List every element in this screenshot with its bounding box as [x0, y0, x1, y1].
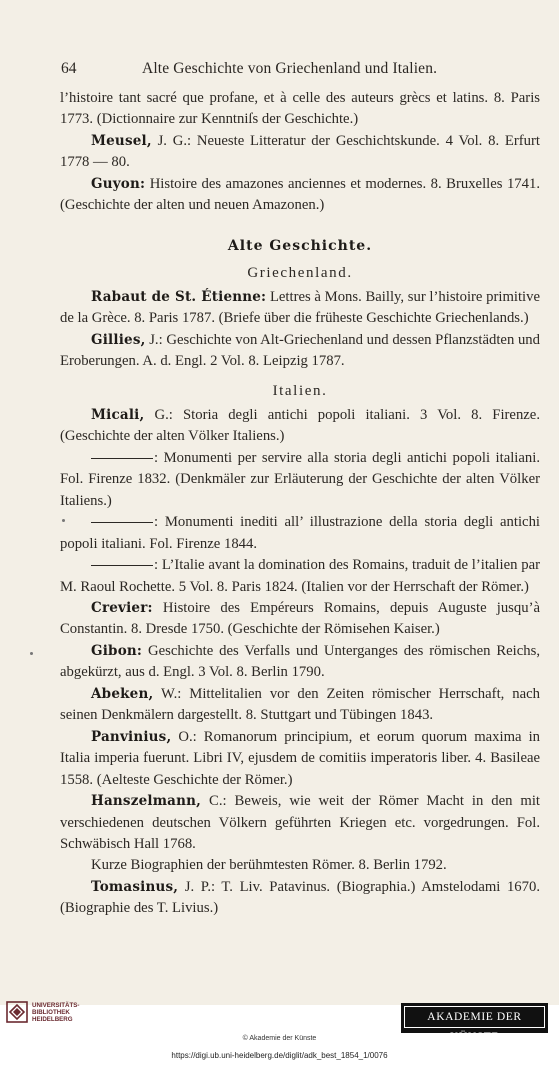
entry-author: Guyon:: [91, 175, 146, 192]
entry-author: Panvinius,: [91, 728, 172, 745]
ditto-dash: [91, 565, 153, 566]
entry-text: : L’Italie avant la domination des Romains, traduit de l’italien par M. Raoul Rochette. 5 Vol. 8. Paris 1824. (Italien vor der Herrschaft der Römer.): [60, 557, 540, 595]
bibliography-entry: [60, 174, 540, 217]
continuation-paragraph: l’histoire tant sacré que profane, et à celle des auteurs grècs et latins. 8. Paris 1773. (Dictionnaire zur Kenntniſs der Geschichte.): [60, 90, 540, 128]
page-body: [60, 88, 540, 920]
bibliography-entry: [60, 512, 540, 555]
entry-text: J. P.: T. Liv. Patavinus. (Biographia.) Amstelodami 1670. (Biographie des T. Livius.): [60, 878, 540, 917]
section-heading: Alte Geschichte.: [227, 237, 373, 254]
ink-speck: [62, 519, 65, 522]
entry-text: O.: Romanorum principium, et eorum quorum maxima in Italia imperia fuerunt. Libri IV, ejusdem de comitiis imperatoris liber. 4. Basileae 1558. (Aelteste Geschichte der Römer.): [60, 728, 540, 788]
ink-speck: [30, 652, 33, 655]
academy-logo[interactable]: [401, 1003, 548, 1043]
copyright-notice: © Akademie der Künste: [242, 1035, 317, 1042]
bibliography-entry: [60, 555, 540, 598]
entry-text: J.: Geschichte von Alt-Griechenland und dessen Pflanzstädten und Eroberungen. A. d. Engl. 2 Vol. 8. Leipzig 1787.: [60, 331, 540, 369]
library-emblem-icon: [6, 1001, 28, 1023]
subsection-heading-greece: Griechenland.: [247, 265, 353, 282]
entry-author: Rabaut de St. Étienne:: [91, 288, 267, 305]
source-url[interactable]: https://digi.ub.uni-heidelberg.de/diglit/adk_best_1854_1/0076: [171, 1051, 388, 1060]
entry-text: Lettres à Mons. Bailly, sur l’histoire primitive de la Grèce. 8. Paris 1787. (Briefe über die früheste Geschichte Griechenlands.): [60, 288, 540, 327]
entry-author: Tomasinus,: [91, 878, 179, 895]
entry-author: Hanszelmann,: [91, 793, 202, 810]
bibliography-entry: [60, 330, 540, 373]
library-logo-line: HEIDELBERG: [32, 1016, 73, 1023]
entry-text: C.: Beweis, wie weit der Römer Macht in den mit verschiedenen deutschen Völkern geführten Kriegen etc. vorgedrungen. Fol. Schwäbisch Hall 1768.: [60, 793, 540, 852]
entry-author: Abeken,: [91, 685, 154, 702]
subsection-heading-italy: Italien.: [272, 383, 328, 400]
running-head: [0, 60, 559, 80]
entry-author: Gibon:: [91, 642, 143, 659]
university-library-logo[interactable]: [6, 995, 116, 1029]
academy-logo-text: AKADEMIE DER KÜNSTE: [404, 1006, 545, 1028]
entry-author: Meusel,: [91, 132, 152, 149]
entry-text: : Monumenti per servire alla storia degli antichi popoli italiani. Fol. Firenze 1832. (Denkmäler zur Erläuterung der Geschichte der alten Völker Italiens.): [60, 449, 540, 509]
entry-author: Gillies,: [91, 331, 146, 348]
bibliography-entry: [60, 598, 540, 641]
indented-entry: Kurze Biographien der berühmtesten Römer. 8. Berlin 1792.: [91, 857, 447, 874]
entry-author: Crevier:: [91, 599, 153, 616]
entry-text: G.: Storia degli antichi popoli italiani. 3 Vol. 8. Firenze. (Geschichte der alten Völker Italiens.): [60, 406, 540, 445]
entry-text: J. G.: Neueste Litteratur der Geschichtskunde. 4 Vol. 8. Erfurt 1778 — 80.: [60, 132, 540, 171]
entry-text: Histoire des Empéreurs Romains, depuis Auguste jusqu’à Constantin. 8. Dresde 1750. (Geschichte der Römisehen Kaiser.): [60, 599, 540, 638]
entry-text: Histoire des amazones anciennes et modernes. 8. Bruxelles 1741. (Geschichte der alten und neuen Amazonen.): [60, 175, 540, 214]
library-logo-line: BIBLIOTHEK: [32, 1009, 70, 1016]
bibliography-entry: [60, 131, 540, 174]
page-number: 64: [61, 60, 77, 77]
ditto-dash: [91, 522, 153, 523]
bibliography-entry: [60, 287, 540, 330]
bibliography-entry: [60, 877, 540, 920]
bibliography-entry: [60, 791, 540, 855]
library-logo-text: [32, 1002, 79, 1023]
entry-text: Geschichte des Verfalls und Unterganges des römischen Reichs, abgekürzt, aus d. Engl. 3 Vol. 8. Berlin 1790.: [60, 642, 540, 681]
bibliography-entry: [60, 405, 540, 448]
bibliography-entry: [60, 727, 540, 791]
ditto-dash: [91, 458, 153, 459]
running-title: Alte Geschichte von Griechenland und Italien.: [142, 60, 438, 77]
bibliography-entry: [60, 641, 540, 684]
library-logo-line: UNIVERSITÄTS-: [32, 1002, 80, 1009]
entry-text: : Monumenti inediti all’ illustrazione della storia degli antichi popoli italiani. Fol. Firenze 1844.: [60, 514, 540, 552]
bibliography-entry: [60, 448, 540, 512]
bibliography-entry: [60, 684, 540, 727]
entry-author: Micali,: [91, 406, 145, 423]
entry-text: W.: Mittelitalien vor den Zeiten römischer Herrschaft, nach seinen Denkmälern dargestellt. 8. Stuttgart und Tübingen 1843.: [60, 685, 540, 724]
